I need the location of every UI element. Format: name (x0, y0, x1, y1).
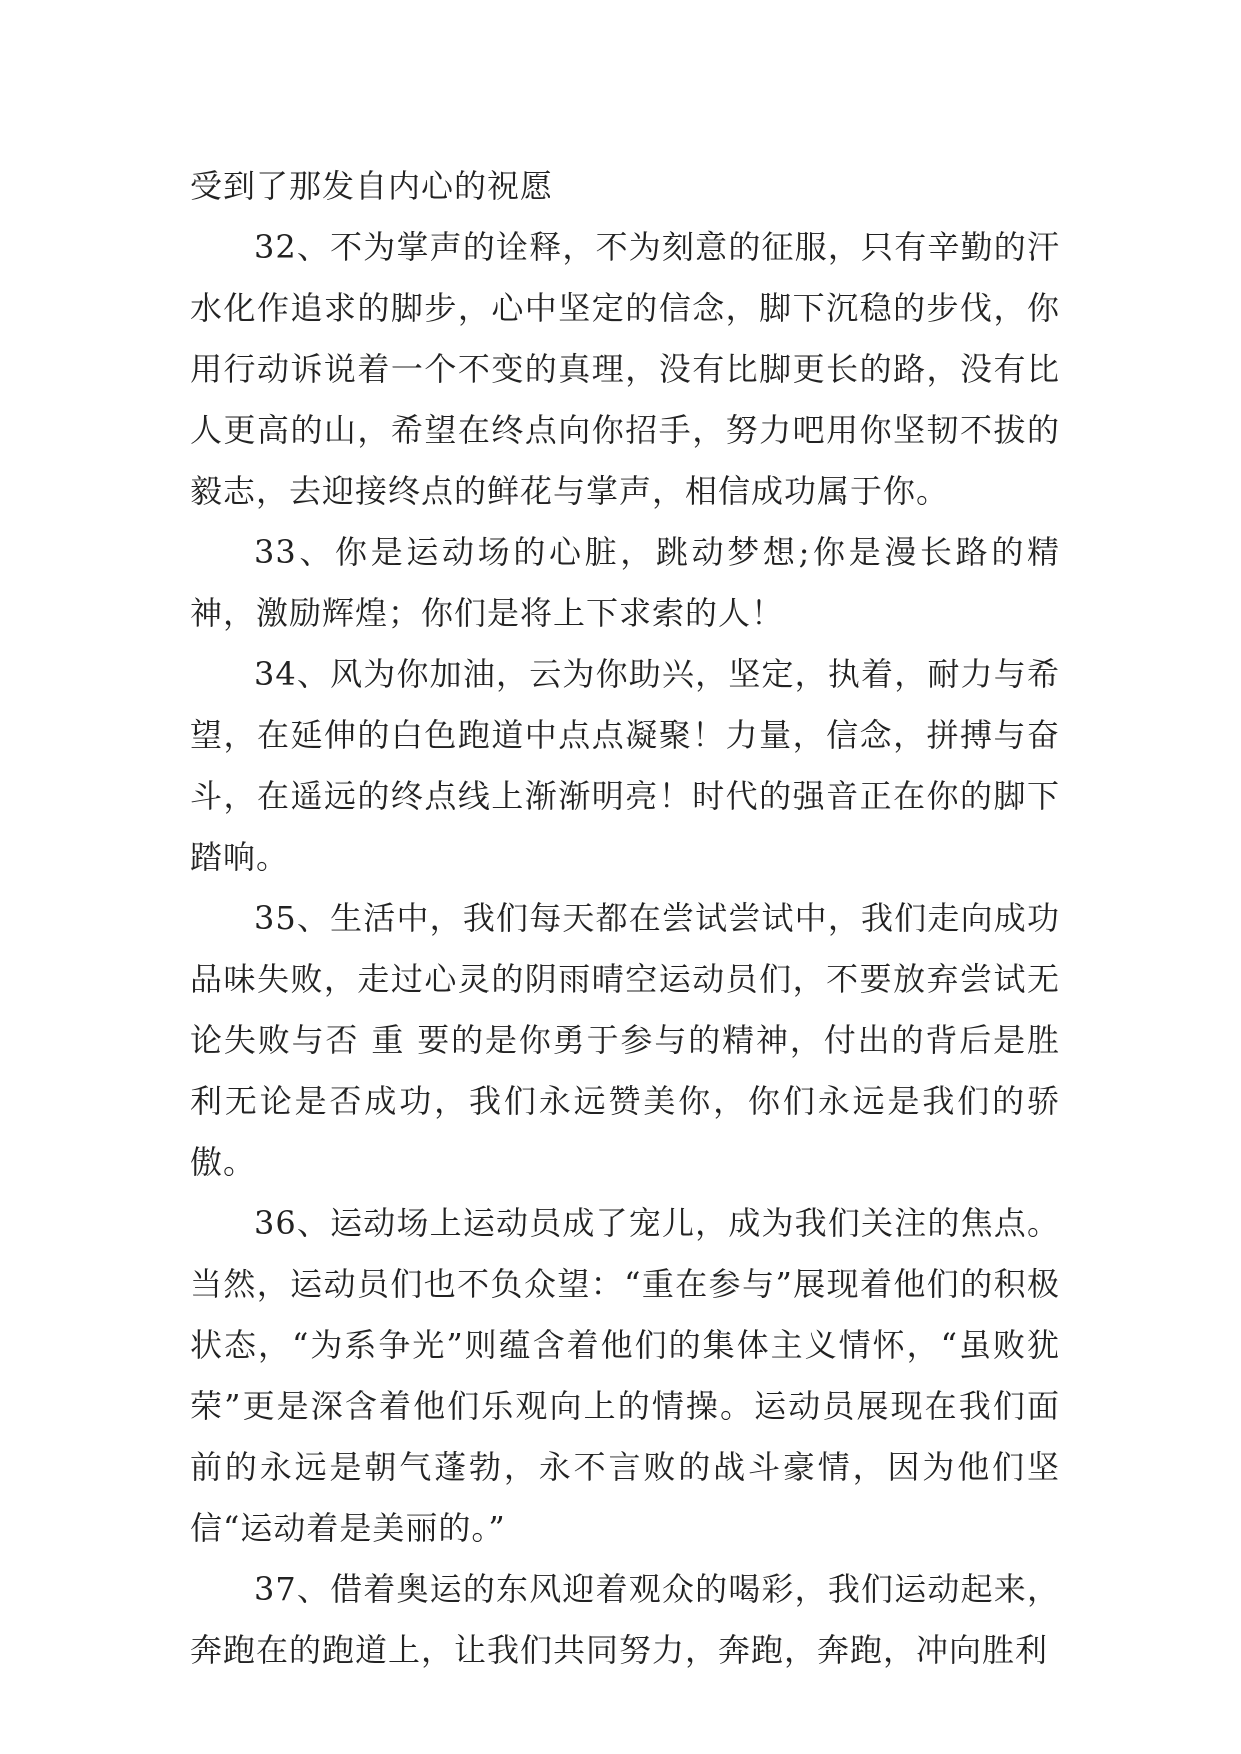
document-body (190, 156, 1060, 1681)
paragraph-34: 34、风为你加油，云为你助兴，坚定，执着，耐力与希望，在延伸的白色跑道中点点凝聚！力量，信念，拼搏与奋斗，在遥远的终点线上渐渐明亮！时代的强音正在你的脚下踏响。 (190, 655, 1060, 876)
paragraph-continuation: 受到了那发自内心的祝愿 (190, 167, 554, 205)
paragraph-32: 32、不为掌声的诠释，不为刻意的征服，只有辛勤的汗水化作追求的脚步，心中坚定的信念，脚下沉稳的步伐，你用行动诉说着一个不变的真理，没有比脚更长的路，没有比人更高的山，希望在终点向你招手，努力吧用你坚韧不拔的毅志，去迎接终点的鲜花与掌声，相信成功属于你。 (190, 228, 1060, 510)
paragraph-33: 33、你是运动场的心脏，跳动梦想;你是漫长路的精神，激励辉煌；你们是将上下求索的人！ (190, 533, 1060, 632)
paragraph-35: 35、生活中，我们每天都在尝试尝试中，我们走向成功品味失败，走过心灵的阴雨晴空运动员们，不要放弃尝试无论失败与否 重 要的是你勇于参与的精神，付出的背后是胜利无论是否成功，我们永远赞美你，你们永远是我们的骄傲。 (190, 899, 1060, 1181)
paragraph-37: 37、借着奥运的东风迎着观众的喝彩，我们运动起来，奔跑在的跑道上，让我们共同努力，奔跑，奔跑，冲向胜利 (190, 1570, 1060, 1669)
paragraph-36: 36、运动场上运动员成了宠儿，成为我们关注的焦点。当然，运动员们也不负众望：“重在参与”展现着他们的积极状态，“为系争光”则蕴含着他们的集体主义情怀，“虽败犹荣”更是深含着他们乐观向上的情操。运动员展现在我们面前的永远是朝气蓬勃，永不言败的战斗豪情，因为他们坚信“运动着是美丽的。” (190, 1204, 1060, 1547)
